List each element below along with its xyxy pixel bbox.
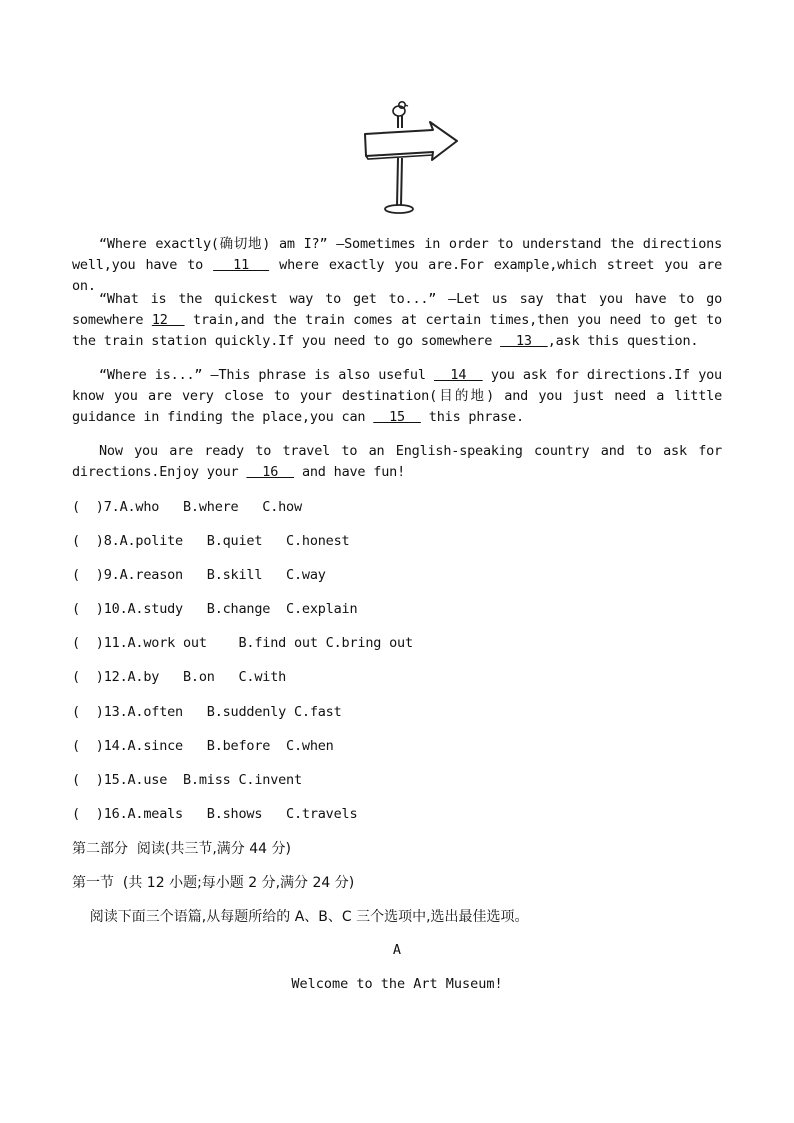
passage-letter: A [392,942,402,958]
sub-section-title: 第一节 (共 12 小题;每小题 2 分,满分 24 分) [72,875,355,891]
question-8-options: ( )8.A.polite B.quiet C.honest [72,533,350,549]
question-13-options: ( )13.A.often B.suddenly C.fast [72,704,342,720]
question-12-options: ( )12.A.by B.on C.with [72,669,287,685]
p3-text-d: this phrase. [428,409,524,425]
p4-text-a: Now you are ready to travel to an English-speaking country and to ask for directions.Enjoy your [72,443,722,480]
instruction-text: 阅读下面三个语篇,从每题所给的 A、B、C 三个选项中,选出最佳选项。 [72,909,529,925]
p2-text-a: “What is the quickest way to get to...” —Let us say that you have to go somewhere [72,291,722,328]
p3-text-a: “Where is...” —This phrase is also useful [99,367,426,383]
blank-11: 11 [213,257,270,273]
passage-paragraph-2 [72,289,722,352]
blank-14: 14 [433,367,483,383]
p2-text-d: ,ask this question. [547,333,699,349]
p4-text-c: and have fun! [301,464,405,480]
blank-16: 16 [246,464,294,480]
p1-text-c: where exactly you are.For example,which street you are on. [72,257,722,294]
p1-text-a: “Where exactly(确切地) am I?” —Sometimes in order to understand the directions well,you have to [72,236,722,273]
question-10-options: ( )10.A.study B.change C.explain [72,601,358,617]
blank-12: 12 [151,312,185,328]
question-9-options: ( )9.A.reason B.skill C.way [72,567,326,583]
question-11-options: ( )11.A.work out B.find out C.bring out [72,635,413,651]
blank-15: 15 [373,409,421,425]
part-title: 第二部分 阅读(共三节,满分 44 分) [72,841,291,857]
question-14-options: ( )14.A.since B.before C.when [72,738,334,754]
passage-paragraph-4 [72,441,722,483]
question-16-options: ( )16.A.meals B.shows C.travels [72,806,358,822]
blank-13: 13 [500,333,548,349]
question-15-options: ( )15.A.use B.miss C.invent [72,772,302,788]
passage-paragraph-3 [72,365,722,428]
passage-paragraph-1 [72,234,722,297]
signpost-arrow-icon [360,98,460,218]
passage-title: Welcome to the Art Museum! [291,976,503,992]
p3-text-c: you ask for directions.If you know you are very close to your destination(目的地) and you just need a little guidance in finding the place,you can [72,367,722,425]
p2-text-c: train,and the train comes at certain times,then you need to get to the train station quickly.If you need to go somewhere [72,312,722,349]
question-7-options: ( )7.A.who B.where C.how [72,499,302,515]
